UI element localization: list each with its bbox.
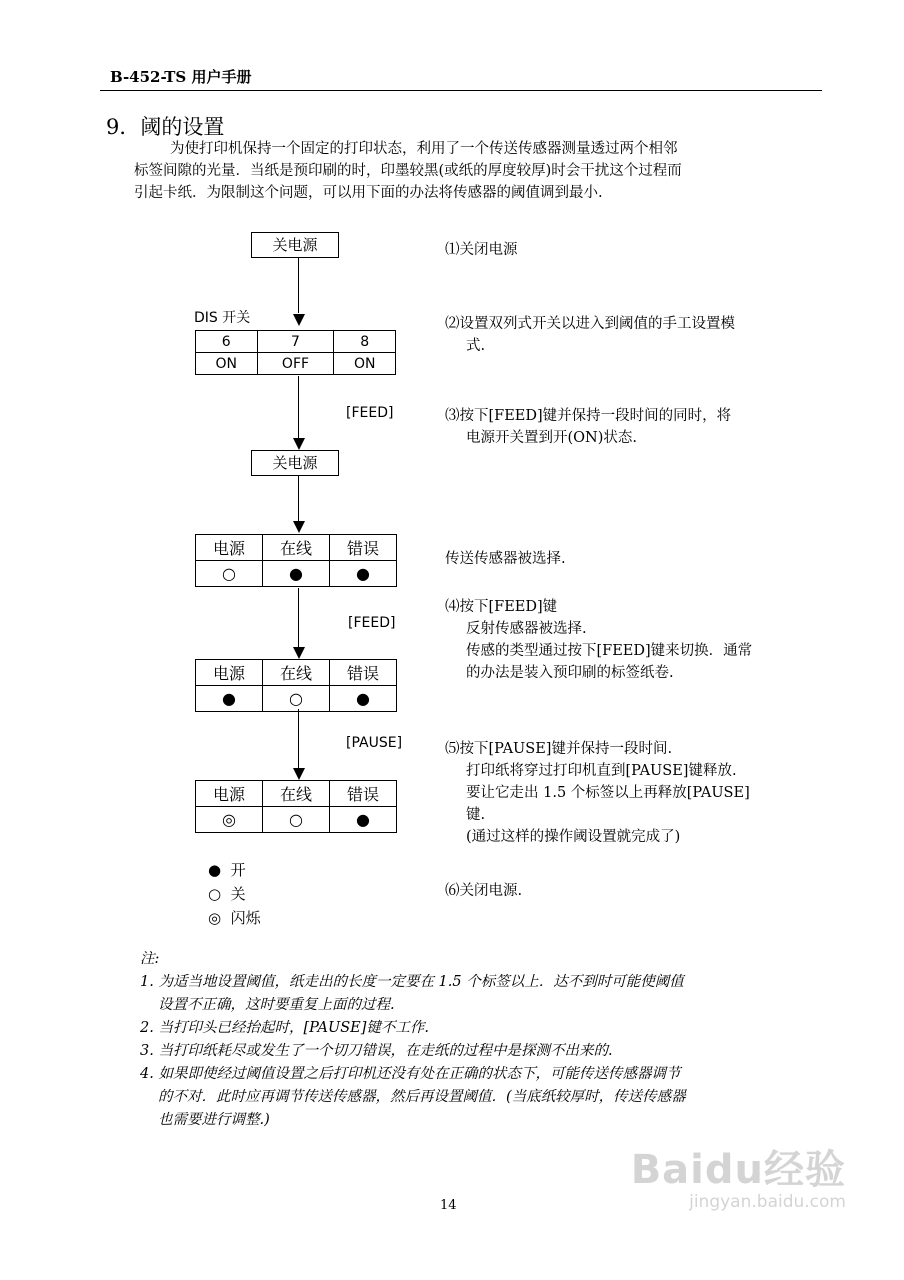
notes-section — [140, 948, 830, 1132]
legend-item-on — [208, 858, 261, 882]
dip-header-cell: 6 — [196, 331, 258, 353]
dip-header-cell: 7 — [257, 331, 334, 353]
note-item: 设置不正确，这时要重复上面的过程. — [158, 997, 395, 1013]
flow-arrow — [293, 314, 305, 326]
step-text: 键. — [466, 807, 486, 823]
led-online-state: ○ — [263, 686, 330, 712]
legend — [208, 858, 261, 930]
dip-switch-table — [195, 330, 396, 375]
led-power-state: ◎ — [196, 807, 263, 833]
legend-item-off — [208, 882, 261, 906]
led-online-state: ● — [263, 561, 330, 587]
step-text: 打印纸将穿过打印机直到[PAUSE]键释放. — [466, 763, 737, 779]
legend-label: 闪烁 — [230, 909, 261, 927]
flow-arrow — [293, 768, 305, 780]
led-header-error: 错误 — [330, 535, 397, 561]
led-power-state: ○ — [196, 561, 263, 587]
watermark-url: jingyan.baidu.com — [689, 1192, 846, 1212]
feed-key-label: [FEED] — [346, 405, 394, 421]
note-item: 2. 当打印头已经抬起时，[PAUSE]键不工作. — [140, 1020, 430, 1036]
step-text: 传送传感器被选择. — [445, 551, 566, 567]
step-text: ⑴关闭电源 — [445, 242, 518, 258]
led-header-online: 在线 — [263, 535, 330, 561]
document-header: B-452-TS 用户手册 — [110, 68, 252, 86]
flow-arrow — [293, 438, 305, 450]
step-3 — [445, 405, 731, 449]
intro-line: 为使打印机保持一个固定的打印状态，利用了一个传送传感器测量透过两个相邻 — [170, 141, 678, 157]
step-text: ⑵设置双列式开关以进入到阈值的手工设置模 — [445, 316, 735, 332]
hollow-circle-icon: ○ — [208, 885, 222, 903]
step-text: ⑹关闭电源. — [445, 883, 523, 899]
power-off-box: 关电源 — [251, 450, 339, 476]
intro-line: 标签间隙的光量．当纸是预印刷的时，印墨较黑(或纸的厚度较厚)时会干扰这个过程而 — [134, 163, 682, 179]
step-text: ⑶按下[FEED]键并保持一段时间的同时，将 — [445, 408, 732, 424]
step-text: 要让它走出 1.5 个标签以上再释放[PAUSE] — [466, 785, 750, 801]
filled-circle-icon: ● — [208, 861, 222, 879]
step-2 — [445, 313, 735, 357]
notes-title: 注: — [140, 951, 160, 967]
led-header-error: 错误 — [330, 781, 397, 807]
led-header-online: 在线 — [263, 781, 330, 807]
step-text: 式. — [466, 338, 486, 354]
watermark — [631, 1148, 846, 1212]
note-item: 4. 如果即使经过阈值设置之后打印机还没有处在正确的状态下，可能传送传感器调节 — [140, 1066, 681, 1082]
step-1 — [445, 239, 518, 261]
step-5 — [445, 738, 750, 848]
led-online-state: ○ — [263, 807, 330, 833]
pause-key-label: [PAUSE] — [346, 735, 403, 751]
led-header-power: 电源 — [196, 535, 263, 561]
flow-line — [298, 257, 299, 313]
watermark-brand: Baidu经验 — [630, 1147, 846, 1193]
led-status-table — [195, 780, 397, 833]
legend-label: 开 — [230, 861, 246, 879]
led-status-table — [195, 659, 397, 712]
flow-line — [298, 376, 299, 438]
led-header-power: 电源 — [196, 660, 263, 686]
dip-switch-label: DIS 开关 — [194, 310, 251, 326]
legend-item-blink — [208, 906, 261, 930]
step-text: 的办法是装入预印刷的标签纸卷. — [466, 665, 674, 681]
note-item: 也需要进行调整.) — [158, 1112, 270, 1128]
intro-paragraph — [134, 138, 826, 204]
step-text: 传感的类型通过按下[FEED]键来切换．通常 — [466, 643, 753, 659]
flow-line — [298, 709, 299, 769]
flow-arrow — [293, 647, 305, 659]
step-text: 电源开关置到开(ON)状态. — [466, 430, 637, 446]
led-header-power: 电源 — [196, 781, 263, 807]
led-error-state: ● — [330, 561, 397, 587]
flow-arrow — [293, 521, 305, 533]
dip-value-cell: ON — [334, 353, 396, 375]
note-item: 1. 为适当地设置阈值，纸走出的长度一定要在 1.5 个标签以上．达不到时可能使阈值 — [140, 974, 684, 990]
page-number: 14 — [440, 1198, 457, 1213]
note-item: 3. 当打印纸耗尽或发生了一个切刀错误，在走纸的过程中是探测不出来的. — [140, 1043, 613, 1059]
step-transmissive — [445, 548, 566, 570]
dip-value-cell: OFF — [257, 353, 334, 375]
flow-line — [298, 475, 299, 521]
double-circle-icon: ◎ — [208, 909, 222, 927]
dip-header-cell: 8 — [334, 331, 396, 353]
note-item: 的不对．此时应再调节传送传感器，然后再设置阈值．(当底纸较厚时，传送传感器 — [158, 1089, 686, 1105]
led-header-online: 在线 — [263, 660, 330, 686]
step-4 — [445, 596, 752, 684]
step-text: (通过这样的操作阈设置就完成了) — [466, 829, 681, 845]
feed-key-label: [FEED] — [348, 615, 396, 631]
step-text: ⑷按下[FEED]键 — [445, 599, 558, 615]
led-error-state: ● — [330, 807, 397, 833]
flow-line — [298, 588, 299, 648]
dip-value-cell: ON — [196, 353, 258, 375]
led-status-table — [195, 534, 397, 587]
led-error-state: ● — [330, 686, 397, 712]
legend-label: 关 — [230, 885, 246, 903]
step-text: ⑸按下[PAUSE]键并保持一段时间. — [445, 741, 673, 757]
header-rule — [100, 90, 822, 91]
step-6 — [445, 880, 522, 902]
led-power-state: ● — [196, 686, 263, 712]
intro-line: 引起卡纸．为限制这个问题，可以用下面的办法将传感器的阈值调到最小. — [134, 185, 603, 201]
section-title: 9．阈的设置 — [106, 115, 225, 139]
power-off-box: 关电源 — [251, 232, 339, 258]
step-text: 反射传感器被选择. — [466, 621, 587, 637]
led-header-error: 错误 — [330, 660, 397, 686]
